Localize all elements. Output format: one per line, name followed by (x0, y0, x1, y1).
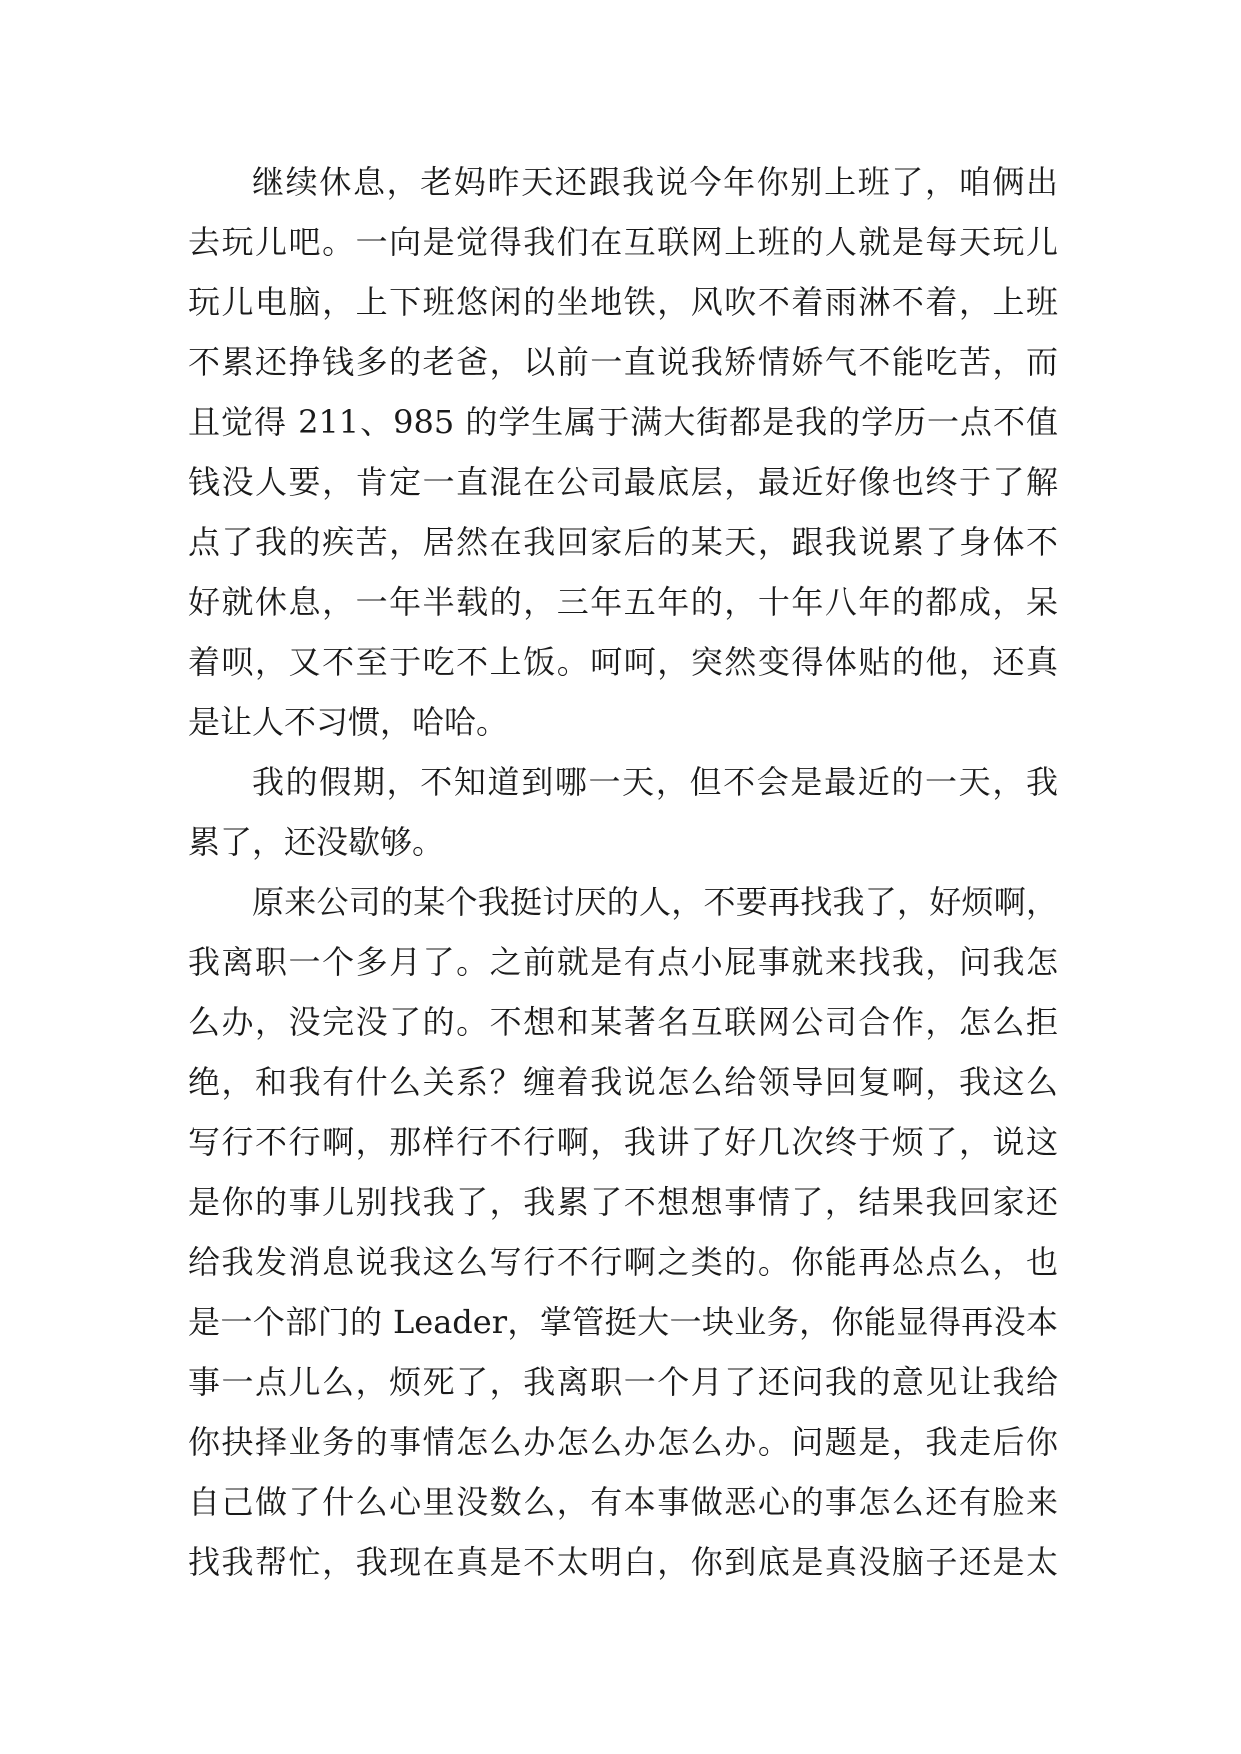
text-line: 事一点儿么，烦死了，我离职一个月了还问我的意见让我给 (188, 1363, 1058, 1401)
text-line: 么办，没完没了的。不想和某著名互联网公司合作，怎么拒 (188, 1003, 1058, 1041)
text-line: 是你的事儿别找我了，我累了不想想事情了，结果我回家还 (188, 1183, 1058, 1221)
text-line: 且觉得 211、985 的学生属于满大街都是我的学历一点不值 (188, 403, 1058, 441)
text-line: 玩儿电脑，上下班悠闲的坐地铁，风吹不着雨淋不着，上班 (188, 283, 1058, 321)
text-line: 我的假期，不知道到哪一天，但不会是最近的一天，我 (252, 763, 1058, 801)
paragraph-3 (188, 872, 1058, 1592)
text-line: 绝，和我有什么关系？缠着我说怎么给领导回复啊，我这么 (188, 1063, 1058, 1101)
text-line: 累了，还没歇够。 (188, 823, 445, 861)
text-line: 自己做了什么心里没数么，有本事做恶心的事怎么还有脸来 (188, 1483, 1058, 1521)
text-line: 给我发消息说我这么写行不行啊之类的。你能再怂点么，也 (188, 1243, 1058, 1281)
text-line: 钱没人要，肯定一直混在公司最底层，最近好像也终于了解 (188, 463, 1058, 501)
text-line: 写行不行啊，那样行不行啊，我讲了好几次终于烦了，说这 (188, 1123, 1058, 1161)
text-line: 着呗，又不至于吃不上饭。呵呵，突然变得体贴的他，还真 (188, 643, 1058, 681)
text-line: 原来公司的某个我挺讨厌的人，不要再找我了，好烦啊， (252, 883, 1058, 921)
text-line: 我离职一个多月了。之前就是有点小屁事就来找我，问我怎 (188, 943, 1058, 981)
document-body (188, 152, 1058, 1592)
text-line: 找我帮忙，我现在真是不太明白，你到底是真没脑子还是太 (188, 1543, 1058, 1581)
text-line: 不累还挣钱多的老爸，以前一直说我矫情娇气不能吃苦，而 (188, 343, 1058, 381)
text-line: 好就休息，一年半载的，三年五年的，十年八年的都成，呆 (188, 583, 1058, 621)
paragraph-1 (188, 152, 1058, 752)
text-line: 是让人不习惯，哈哈。 (188, 703, 509, 741)
paragraph-2 (188, 752, 1058, 872)
text-line: 你抉择业务的事情怎么办怎么办怎么办。问题是，我走后你 (188, 1423, 1058, 1461)
text-line: 去玩儿吧。一向是觉得我们在互联网上班的人就是每天玩儿 (188, 223, 1058, 261)
text-line: 继续休息，老妈昨天还跟我说今年你别上班了，咱俩出 (252, 163, 1058, 201)
text-line: 是一个部门的 Leader，掌管挺大一块业务，你能显得再没本 (188, 1303, 1058, 1341)
text-line: 点了我的疾苦，居然在我回家后的某天，跟我说累了身体不 (188, 523, 1058, 561)
